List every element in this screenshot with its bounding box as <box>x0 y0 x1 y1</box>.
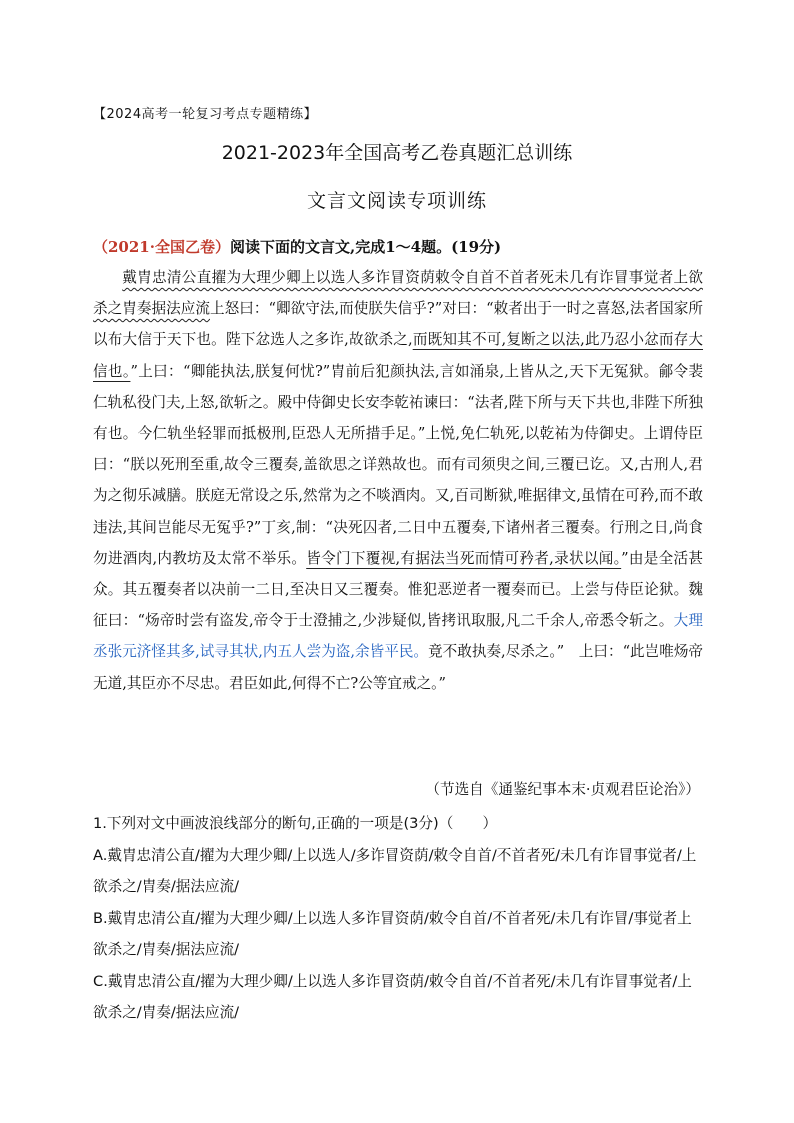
exam-intro <box>93 236 501 257</box>
wavy-underlined-text: 戴胄忠清公直擢为大理少卿上以选人多诈冒资荫敕令自首不首者死未几有诈冒事觉者上欲杀之胄奏据法应流 <box>93 269 703 318</box>
highlighted-text: 大理丞张元济怪其多,试寻其状,内五人尝为盗,余皆平民。 <box>93 612 703 661</box>
page-subtitle: 文言文阅读专项训练 <box>306 190 487 212</box>
passage-text: ”上曰：“卿能执法,朕复何忧?”胄前后犯颜执法,言如涌泉,上皆从之,天下无冤狱。鄃令裴仁轨私役门夫,上怒,欲斩之。殿中侍御史长安李乾祐谏曰：“法者,陛下所与天下共也,非陛下所独有也。今仁轨坐轻罪而抵极刑,臣恐人无所措手足。”上悦,免仁轨死,以乾祐为侍御史。上谓侍臣曰：“朕以死刑至重,故令三覆奏,盖欲思之详熟故也。而有司须臾之间,三覆已讫。又,古刑人,君为之彻乐减膳。朕庭无常设之乐,然常为之不啖酒肉。又,百司断狱,唯据律文,虽情在可矜,而不敢违法,其间岂能尽无冤乎?”丁亥,制：“决死囚者,二日中五覆奏,下诸州者三覆奏。行刑之日,尚食勿进酒肉,内教坊及太常不举乐。 <box>93 362 704 567</box>
classical-passage <box>93 262 703 699</box>
passage-text: ”由是全活甚众。其五覆奏者以决前一二日,至决日又三覆奏。惟犯恶逆者一覆奏而已。上尝与侍臣论狱。魏征曰：“炀帝时尝有盗发,帝令于士澄捕之,少涉疑似,皆拷讯取服,凡二千余人,帝悉令斩之。 <box>93 549 703 630</box>
question-1 <box>93 808 705 1029</box>
passage-text: 竟不敢执奏,尽杀之。” 上曰：“此岂唯炀帝无道,其臣亦不尽忠。君臣如此,何得不亡?公等宜戒之。” <box>93 643 704 692</box>
series-tag: 【2024高考一轮复习考点专题精练】 <box>93 107 318 122</box>
passage-paragraph <box>93 262 703 699</box>
question-stem: 1.下列对文中画波浪线部分的断句,正确的一项是(3分)（ ） <box>93 815 498 832</box>
exam-instruction: 阅读下面的文言文,完成1～4题。(19分) <box>229 238 502 256</box>
option-b[interactable]: B.戴胄忠清公直/擢为大理少卿/上以选人多诈冒资荫/敕令自首/不首者死/未几有诈冒/事觉者上欲杀之/胄奏/据法应流/ <box>93 909 692 958</box>
passage-text: 上怒曰：“卿欲守法,而使朕失信乎?”对曰：“敕者出于一时之喜怒,法者国家所以布大信于天下也。陛下忿选人之多诈,故欲杀之, <box>93 300 703 349</box>
option-c[interactable]: C.戴胄忠清公直/擢为大理少卿/上以选人多诈冒资荫/敕令自首/不首者死/未几有诈冒事觉者/上欲杀之/胄奏/据法应流/ <box>93 972 692 1021</box>
page-title: 2021-2023年全国高考乙卷真题汇总训练 <box>221 142 573 164</box>
passage-source: （节选自《通鉴纪事本末·贞观君臣论治》） <box>425 781 700 798</box>
option-a[interactable]: A.戴胄忠清公直/擢为大理少卿/上以选人/多诈冒资荫/敕令自首/不首者死/未几有诈冒事觉者/上欲杀之/胄奏/据法应流/ <box>93 846 697 895</box>
exam-source: （2021·全国乙卷） <box>93 238 230 256</box>
underlined-text: 皆令门下覆视,有据法当死而情可矜者,录状以闻。 <box>306 549 622 567</box>
underlined-text: 而既知其不可,复断之以法,此乃忍小忿而存大信也。 <box>93 331 704 380</box>
